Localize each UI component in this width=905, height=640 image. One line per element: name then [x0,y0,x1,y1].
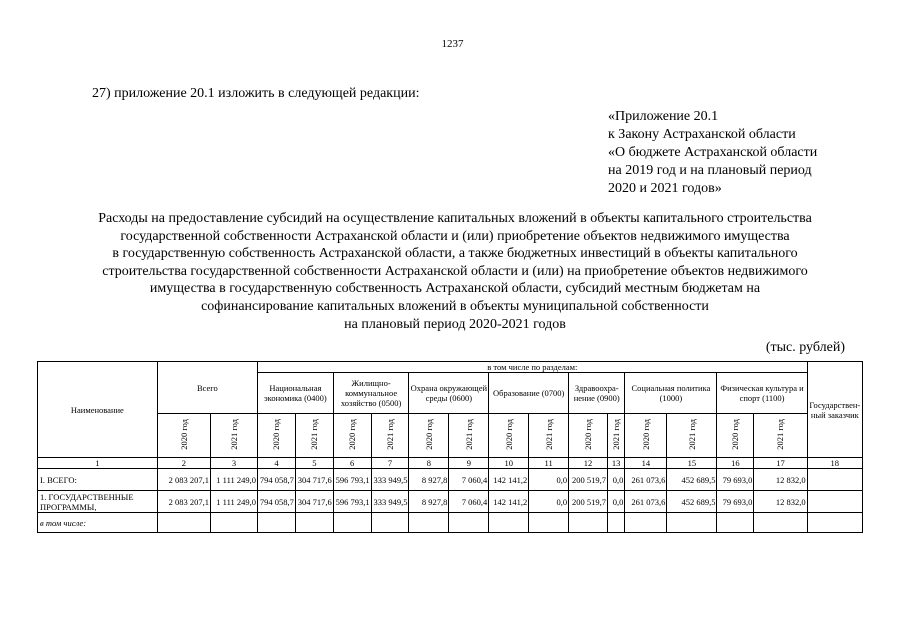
page-number: 1237 [441,38,464,50]
appendix-line: к Закону Астраханской области [608,127,796,142]
title-line: государственной собственности Астраханской области и (или) приобретение объектов недвижимого имущества [120,228,790,244]
year-header: 2021 год [371,414,409,458]
empty-cell [295,513,333,533]
empty-cell [807,513,862,533]
year-header: 2020 год [569,414,608,458]
column-number: 10 [489,458,529,469]
column-number: 3 [210,458,257,469]
empty-cell [717,513,754,533]
cell-customer [807,491,862,513]
cell-value: 12 832,0 [754,491,807,513]
cell-value: 1 111 249,0 [210,491,257,513]
column-number: 16 [717,458,754,469]
customer-header: Государствен-ный заказчик [807,362,862,458]
year-header: 2021 год [667,414,717,458]
empty-cell [258,513,296,533]
sections-header: в том числе по разделам: [258,362,808,373]
empty-cell [409,513,449,533]
cell-value: 304 717,6 [295,469,333,491]
appendix-header [608,108,817,198]
column-number: 18 [807,458,862,469]
empty-cell [371,513,409,533]
cell-value: 8 927,8 [409,491,449,513]
section-header: Социальная политика (1000) [625,373,717,414]
row-name: 1. ГОСУДАРСТВЕННЫЕ ПРОГРАММЫ, [38,491,158,513]
cell-value: 794 058,7 [258,469,296,491]
section-header: Здравоохра-нение (0900) [569,373,625,414]
column-number: 4 [258,458,296,469]
cell-value: 333 949,5 [371,469,409,491]
cell-value: 200 519,7 [569,491,608,513]
year-header: 2020 год [625,414,667,458]
cell-value: 261 073,6 [625,491,667,513]
cell-value: 0,0 [607,469,624,491]
table-row [38,491,863,513]
year-header: 2021 год [210,414,257,458]
cell-value: 596 793,1 [333,469,371,491]
empty-cell [529,513,569,533]
column-number: 8 [409,458,449,469]
section-header: Образование (0700) [489,373,569,414]
year-header: 2021 год [295,414,333,458]
cell-value: 12 832,0 [754,469,807,491]
empty-cell [754,513,807,533]
section-header: Жилищно-коммунальное хозяйство (0500) [333,373,409,414]
column-number: 1 [38,458,158,469]
section-header: Физическая культура и спорт (1100) [717,373,807,414]
title-line: Расходы на предоставление субсидий на осуществление капитальных вложений в объекты капитального строительства [98,211,812,226]
empty-cell [489,513,529,533]
total-header: Всего [157,362,257,414]
appendix-line: «Приложение 20.1 [608,109,719,124]
cell-value: 7 060,4 [449,469,489,491]
year-header: 2020 год [333,414,371,458]
column-number: 14 [625,458,667,469]
section-header: Охрана окружающей среды (0600) [409,373,489,414]
document-title [40,210,870,333]
cell-customer [807,469,862,491]
units-label: (тыс. рублей) [765,340,845,355]
empty-cell [625,513,667,533]
year-header: 2020 год [157,414,210,458]
cell-value: 261 073,6 [625,469,667,491]
cell-value: 304 717,6 [295,491,333,513]
year-header: 2020 год [258,414,296,458]
title-line: имущества в государственную собственность Астраханской области, субсидий местным бюджетам на [149,281,761,297]
year-header: 2021 год [607,414,624,458]
budget-table [37,361,863,533]
intro-text: 27) приложение 20.1 изложить в следующей редакции: [92,86,420,101]
cell-value: 452 689,5 [667,469,717,491]
column-number: 6 [333,458,371,469]
year-header: 2020 год [717,414,754,458]
title-line: строительства государственной собственности Астраханской области и (или) на приобретение объектов недвижимого [102,263,808,279]
cell-value: 142 141,2 [489,491,529,513]
title-line: в государственную собственность Астраханской области, а также бюджетных инвестиций в объекты капитального [112,246,798,262]
cell-value: 200 519,7 [569,469,608,491]
year-header: 2021 год [449,414,489,458]
name-header: Наименование [38,362,158,458]
cell-value: 79 693,0 [717,469,754,491]
cell-value: 333 949,5 [371,491,409,513]
empty-cell [449,513,489,533]
cell-value: 794 058,7 [258,491,296,513]
column-number: 9 [449,458,489,469]
appendix-line: «О бюджете Астраханской области [608,145,818,160]
empty-cell [210,513,257,533]
column-number: 2 [157,458,210,469]
empty-cell [333,513,371,533]
cell-value: 452 689,5 [667,491,717,513]
cell-value: 8 927,8 [409,469,449,491]
section-header: Национальная экономика (0400) [258,373,334,414]
cell-value: 7 060,4 [449,491,489,513]
cell-value: 1 111 249,0 [210,469,257,491]
appendix-line: 2020 и 2021 годов» [608,181,722,196]
title-line: софинансирование капитальных вложений в объекты муниципальной собственности [201,298,709,314]
year-header: 2020 год [489,414,529,458]
column-number: 11 [529,458,569,469]
column-number: 5 [295,458,333,469]
cell-value: 0,0 [529,491,569,513]
table-row [38,513,863,533]
year-header: 2020 год [409,414,449,458]
row-name: I. ВСЕГО: [38,469,158,491]
column-number: 13 [607,458,624,469]
cell-value: 0,0 [607,491,624,513]
column-number: 17 [754,458,807,469]
empty-cell [667,513,717,533]
column-number: 7 [371,458,409,469]
cell-value: 0,0 [529,469,569,491]
cell-value: 79 693,0 [717,491,754,513]
year-header: 2021 год [754,414,807,458]
column-number: 12 [569,458,608,469]
appendix-line: на 2019 год и на плановый период [608,163,812,178]
empty-cell [157,513,210,533]
empty-cell [607,513,624,533]
cell-value: 596 793,1 [333,491,371,513]
subrow-label: в том числе: [38,513,158,533]
cell-value: 142 141,2 [489,469,529,491]
title-line: на плановый период 2020-2021 годов [344,316,566,332]
table-row [38,469,863,491]
column-number: 15 [667,458,717,469]
cell-value: 2 083 207,1 [157,469,210,491]
empty-cell [569,513,608,533]
year-header: 2021 год [529,414,569,458]
cell-value: 2 083 207,1 [157,491,210,513]
